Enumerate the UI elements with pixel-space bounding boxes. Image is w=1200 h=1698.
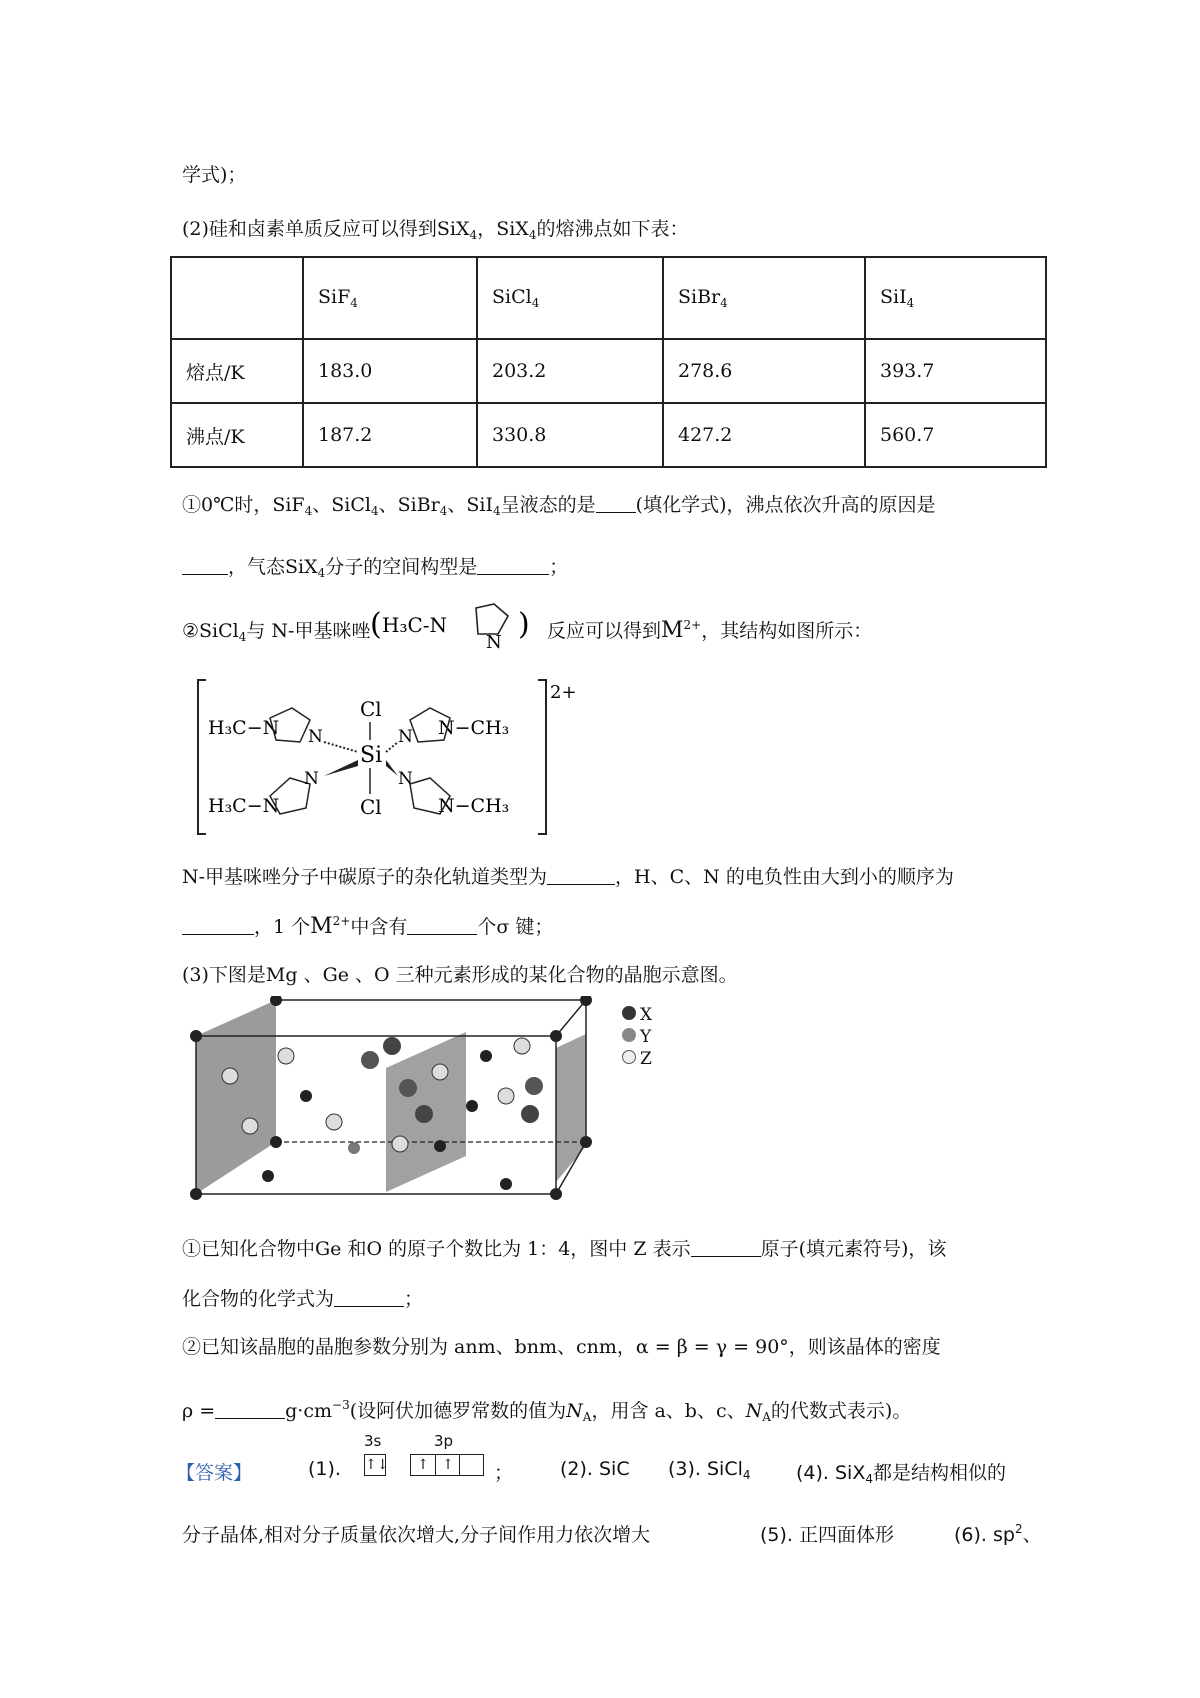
n-atom: N xyxy=(398,769,413,789)
text-span: (2)硅和卤素单质反应可以得到SiX xyxy=(182,218,470,240)
table-cell: 560.7 xyxy=(865,403,1046,467)
answer-item: (4). SiX$_4$都是结构相似的 xyxy=(796,1462,1007,1486)
legend-item: X xyxy=(622,1004,670,1026)
text-line: ②已知该晶胞的晶胞参数分别为 anm、bnm、cnm，α = β = γ = 90°，则该晶体的密度 xyxy=(182,1336,941,1358)
bracket-left xyxy=(198,680,206,834)
text-line: ，1 个$M^{2+}$中含有 个σ 键； xyxy=(182,912,553,939)
answer-line xyxy=(176,1458,252,1485)
imidazole-n: N xyxy=(486,632,502,652)
methyl-group: H₃C−N xyxy=(208,795,280,817)
table-cell: 熔点/K xyxy=(171,339,303,403)
answer-blank xyxy=(334,1288,404,1307)
n-atom: N xyxy=(308,727,323,747)
methyl-group: N−CH₃ xyxy=(438,795,510,817)
imidazole-ring xyxy=(476,604,508,634)
table-cell: 沸点/K xyxy=(171,403,303,467)
table-cell: 183.0 xyxy=(303,339,477,403)
bracket-right xyxy=(538,680,546,834)
answer-item: (6). $sp^2$、 xyxy=(954,1522,1042,1546)
answer-blank xyxy=(407,916,477,935)
text-line: 化合物的化学式为 ； xyxy=(182,1288,424,1310)
table-cell: 278.6 xyxy=(663,339,865,403)
answer-item: (1). xyxy=(308,1458,341,1480)
orbital-diagram xyxy=(362,1432,482,1484)
complex-charge: 2+ xyxy=(550,682,577,703)
answer-blank xyxy=(477,556,549,575)
table-cell: 187.2 xyxy=(303,403,477,467)
crystal-cell-diagram xyxy=(186,996,666,1216)
si-center: Si xyxy=(360,743,383,768)
legend xyxy=(622,1004,670,1070)
text-span: 学式)； xyxy=(182,164,247,186)
text-line: ①已知化合物中Ge 和O 的原子个数比为 1：4，图中 Z 表示 原子(填元素符号)，该 xyxy=(182,1238,947,1260)
imidazole-prefix: H₃C-N xyxy=(382,613,448,637)
answer-line: 分子晶体,相对分子质量依次增大,分子间作用力依次增大 xyxy=(182,1524,651,1546)
methyl-group: H₃C−N xyxy=(208,717,280,739)
orbital-label: 3p xyxy=(434,1432,454,1450)
subscript: 4 xyxy=(469,228,478,242)
answer-item: (5). 正四面体形 xyxy=(760,1524,894,1546)
answer-blank xyxy=(691,1238,761,1257)
text-line: 反应可以得到$M^{2+}$，其结构如图所示： xyxy=(547,618,873,643)
text-line: ②SiCl$_4$与 N-甲基咪唑 xyxy=(182,620,371,644)
melting-boiling-table xyxy=(170,256,1047,468)
table-header-row xyxy=(171,257,1046,339)
table-cell: SiCl$_4$ xyxy=(477,257,663,339)
answer-tag: 【答案】 xyxy=(176,1462,253,1484)
answer-blank xyxy=(547,866,615,885)
cl-bottom: Cl xyxy=(360,795,382,819)
text-line xyxy=(182,214,688,242)
cell-plane xyxy=(556,1034,586,1182)
methylimidazole-structure xyxy=(368,594,543,652)
orbital-box: ↑↓ xyxy=(364,1454,386,1476)
answer-blank xyxy=(182,916,254,935)
answer-blank xyxy=(215,1400,285,1419)
answer-item: (3). SiCl$_4$ xyxy=(668,1458,751,1482)
text-line: (3)下图是Mg 、Ge 、O 三种元素形成的某化合物的晶胞示意图。 xyxy=(182,964,738,986)
methyl-group: N−CH₃ xyxy=(438,717,510,739)
text-span: 的熔沸点如下表： xyxy=(536,218,689,240)
paren-left: ( xyxy=(370,607,382,642)
orbital-box: ↑ ↑ xyxy=(410,1454,484,1476)
si-complex-structure xyxy=(192,672,582,842)
answer-blank xyxy=(596,494,636,513)
table-cell: 330.8 xyxy=(477,403,663,467)
answer-item: ； xyxy=(494,1462,514,1484)
text-line: ①0℃时，SiF$_4$、SiCl$_4$、SiBr$_4$、SiI$_4$呈液态的是 (填化学式)，沸点依次升高的原因是 xyxy=(182,494,936,518)
answer-item: (2). SiC xyxy=(560,1458,630,1480)
orbital-label: 3s xyxy=(364,1432,382,1450)
text-line: $\rho = g\cdot cm^{-3}$(设阿伏加德罗常数的值为$N_A$，用含 a、b、c、$N_A$的代数式表示)。 xyxy=(182,1398,912,1424)
table-cell xyxy=(171,257,303,339)
text-line: ，气态SiX$_4$分子的空间构型是 ； xyxy=(182,552,568,580)
table-row xyxy=(171,403,1046,467)
cl-top: Cl xyxy=(360,697,382,721)
table-cell: SiF$_4$ xyxy=(303,257,477,339)
table-row xyxy=(171,339,1046,403)
n-atom: N xyxy=(398,727,413,747)
table-cell: 393.7 xyxy=(865,339,1046,403)
legend-item: Z xyxy=(622,1048,670,1070)
text-line xyxy=(182,160,246,187)
answer-blank xyxy=(182,556,228,575)
table-cell: SiBr$_4$ xyxy=(663,257,865,339)
text-line: N-甲基咪唑分子中碳原子的杂化轨道类型为 ，H、C、N 的电负性由大到小的顺序为 xyxy=(182,866,954,888)
cell-plane xyxy=(196,1000,276,1194)
legend-item: Y xyxy=(622,1026,670,1048)
paren-right: ) xyxy=(518,607,530,642)
text-span: ，SiX xyxy=(477,218,529,240)
table-cell: 203.2 xyxy=(477,339,663,403)
table-cell: 427.2 xyxy=(663,403,865,467)
n-atom: N xyxy=(304,769,319,789)
table-cell: SiI$_4$ xyxy=(865,257,1046,339)
subscript: 4 xyxy=(528,228,537,242)
